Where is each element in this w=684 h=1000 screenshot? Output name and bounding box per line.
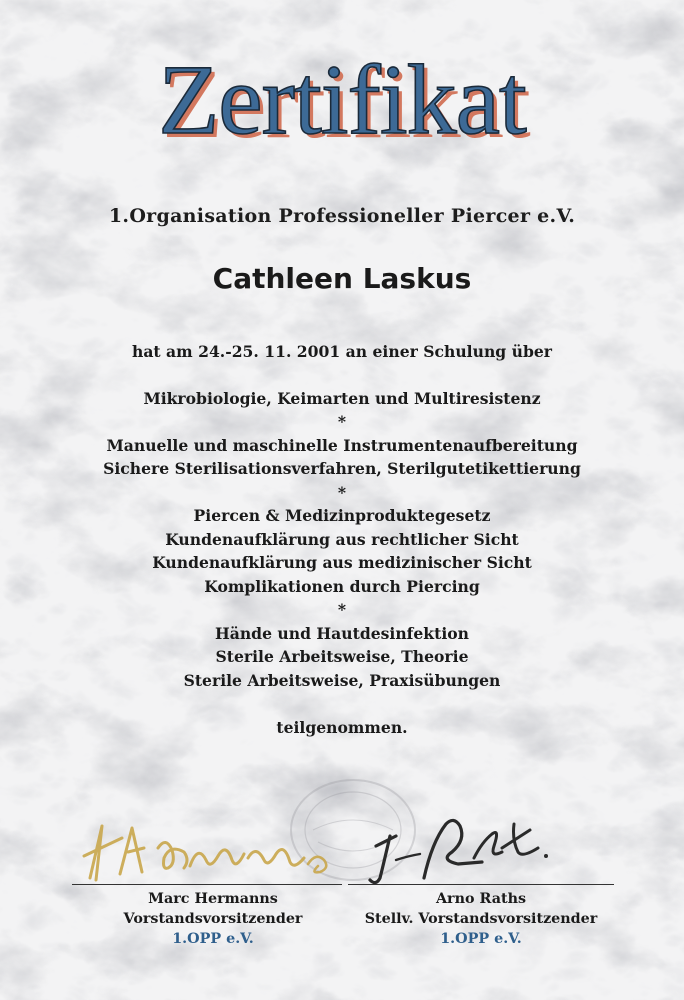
topic-line: Sichere Sterilisationsverfahren, Sterilgutetikettierung	[103, 459, 581, 478]
topic-separator: *	[337, 412, 347, 431]
topic-line: Komplikationen durch Piercing	[204, 576, 480, 596]
signatory-name: Arno Raths	[435, 891, 527, 907]
topic-line: Hände und Hautdesinfektion	[215, 623, 469, 643]
signatory-name: Marc Hermanns	[148, 891, 278, 907]
signatory-left	[82, 889, 344, 949]
topic-separator: *	[337, 482, 347, 502]
course-description	[0, 340, 684, 740]
topic-line: Kundenaufklärung aus rechtlicher Sicht	[165, 529, 519, 549]
outro-text: teilgenommen.	[276, 718, 408, 737]
signatory-role: Stellv. Vorstandsvorsitzender	[364, 911, 598, 927]
signatory-right	[348, 889, 614, 949]
signature-arno-raths	[362, 812, 562, 892]
issuing-organization: 1.Organisation Professioneller Piercer e.V.	[108, 205, 576, 227]
topic-separator: *	[337, 600, 347, 619]
signatory-org: 1.OPP e.V.	[440, 931, 522, 947]
signature-line-right	[348, 884, 614, 885]
topic-line: Sterile Arbeitsweise, Theorie	[215, 647, 469, 666]
topic-line: Piercen & Medizinproduktegesetz	[193, 506, 491, 525]
topic-line: Sterile Arbeitsweise, Praxisübungen	[183, 670, 501, 690]
topic-line: Mikrobiologie, Keimarten und Multiresistenz	[143, 388, 541, 408]
signature-marc-hermanns	[72, 808, 352, 888]
intro-text: hat am 24.-25. 11. 2001 an einer Schulung über	[131, 342, 552, 361]
recipient-name: Cathleen Laskus	[212, 262, 472, 295]
topic-line: Kundenaufklärung aus medizinischer Sicht	[152, 553, 532, 572]
topic-line: Manuelle und maschinelle Instrumentenaufbereitung	[106, 435, 578, 455]
signatory-org: 1.OPP e.V.	[172, 931, 254, 947]
certificate-title: Zertifikat	[158, 44, 526, 155]
signature-line-left	[72, 884, 342, 885]
signatory-role: Vorstandsvorsitzender	[123, 911, 303, 927]
